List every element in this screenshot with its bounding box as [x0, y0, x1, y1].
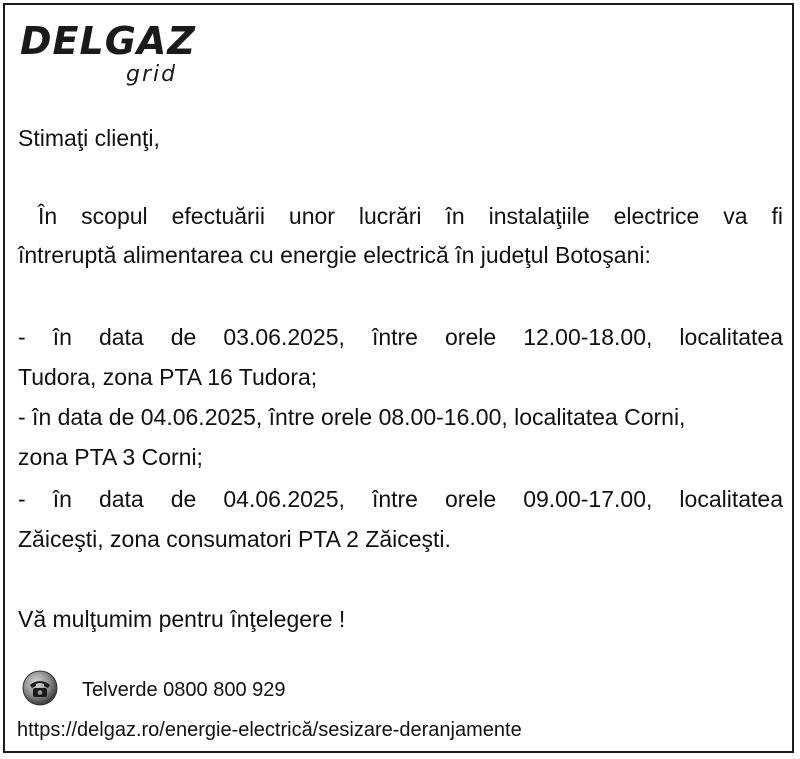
phone-label: Telverde 0800 800 929 [82, 679, 286, 701]
item-1-line-2: Tudora, zona PTA 16 Tudora; [18, 364, 318, 390]
item-3-line-2: Zăiceşti, zona consumatori PTA 2 Zăiceşti. [18, 526, 451, 552]
greeting: Stimaţi clienţi, [18, 125, 160, 151]
intro-line-1: În scopul efectuării unor lucrări în instalaţiile electrice va fi [38, 203, 783, 229]
thanks-message: Vă mulţumim pentru înţelegere ! [18, 606, 346, 632]
logo-sub: grid [126, 62, 178, 87]
item-3-line-1: - în data de 04.06.2025, între orele 09.00-17.00, localitatea [18, 486, 783, 512]
item-2-line-1: - în data de 04.06.2025, între orele 08.00-16.00, localitatea Corni, [18, 404, 686, 430]
phone-icon [20, 668, 60, 708]
intro-line-2: întreruptă alimentarea cu energie electrică în judeţul Botoşani: [18, 242, 651, 268]
item-1-line-1: - în data de 03.06.2025, între orele 12.00-18.00, localitatea [18, 324, 783, 350]
item-2-line-2: zona PTA 3 Corni; [18, 444, 203, 470]
logo-brand: DELGAZ [20, 19, 196, 63]
outage-url[interactable]: https://delgaz.ro/energie-electrică/sesizare-deranjamente [17, 719, 522, 741]
